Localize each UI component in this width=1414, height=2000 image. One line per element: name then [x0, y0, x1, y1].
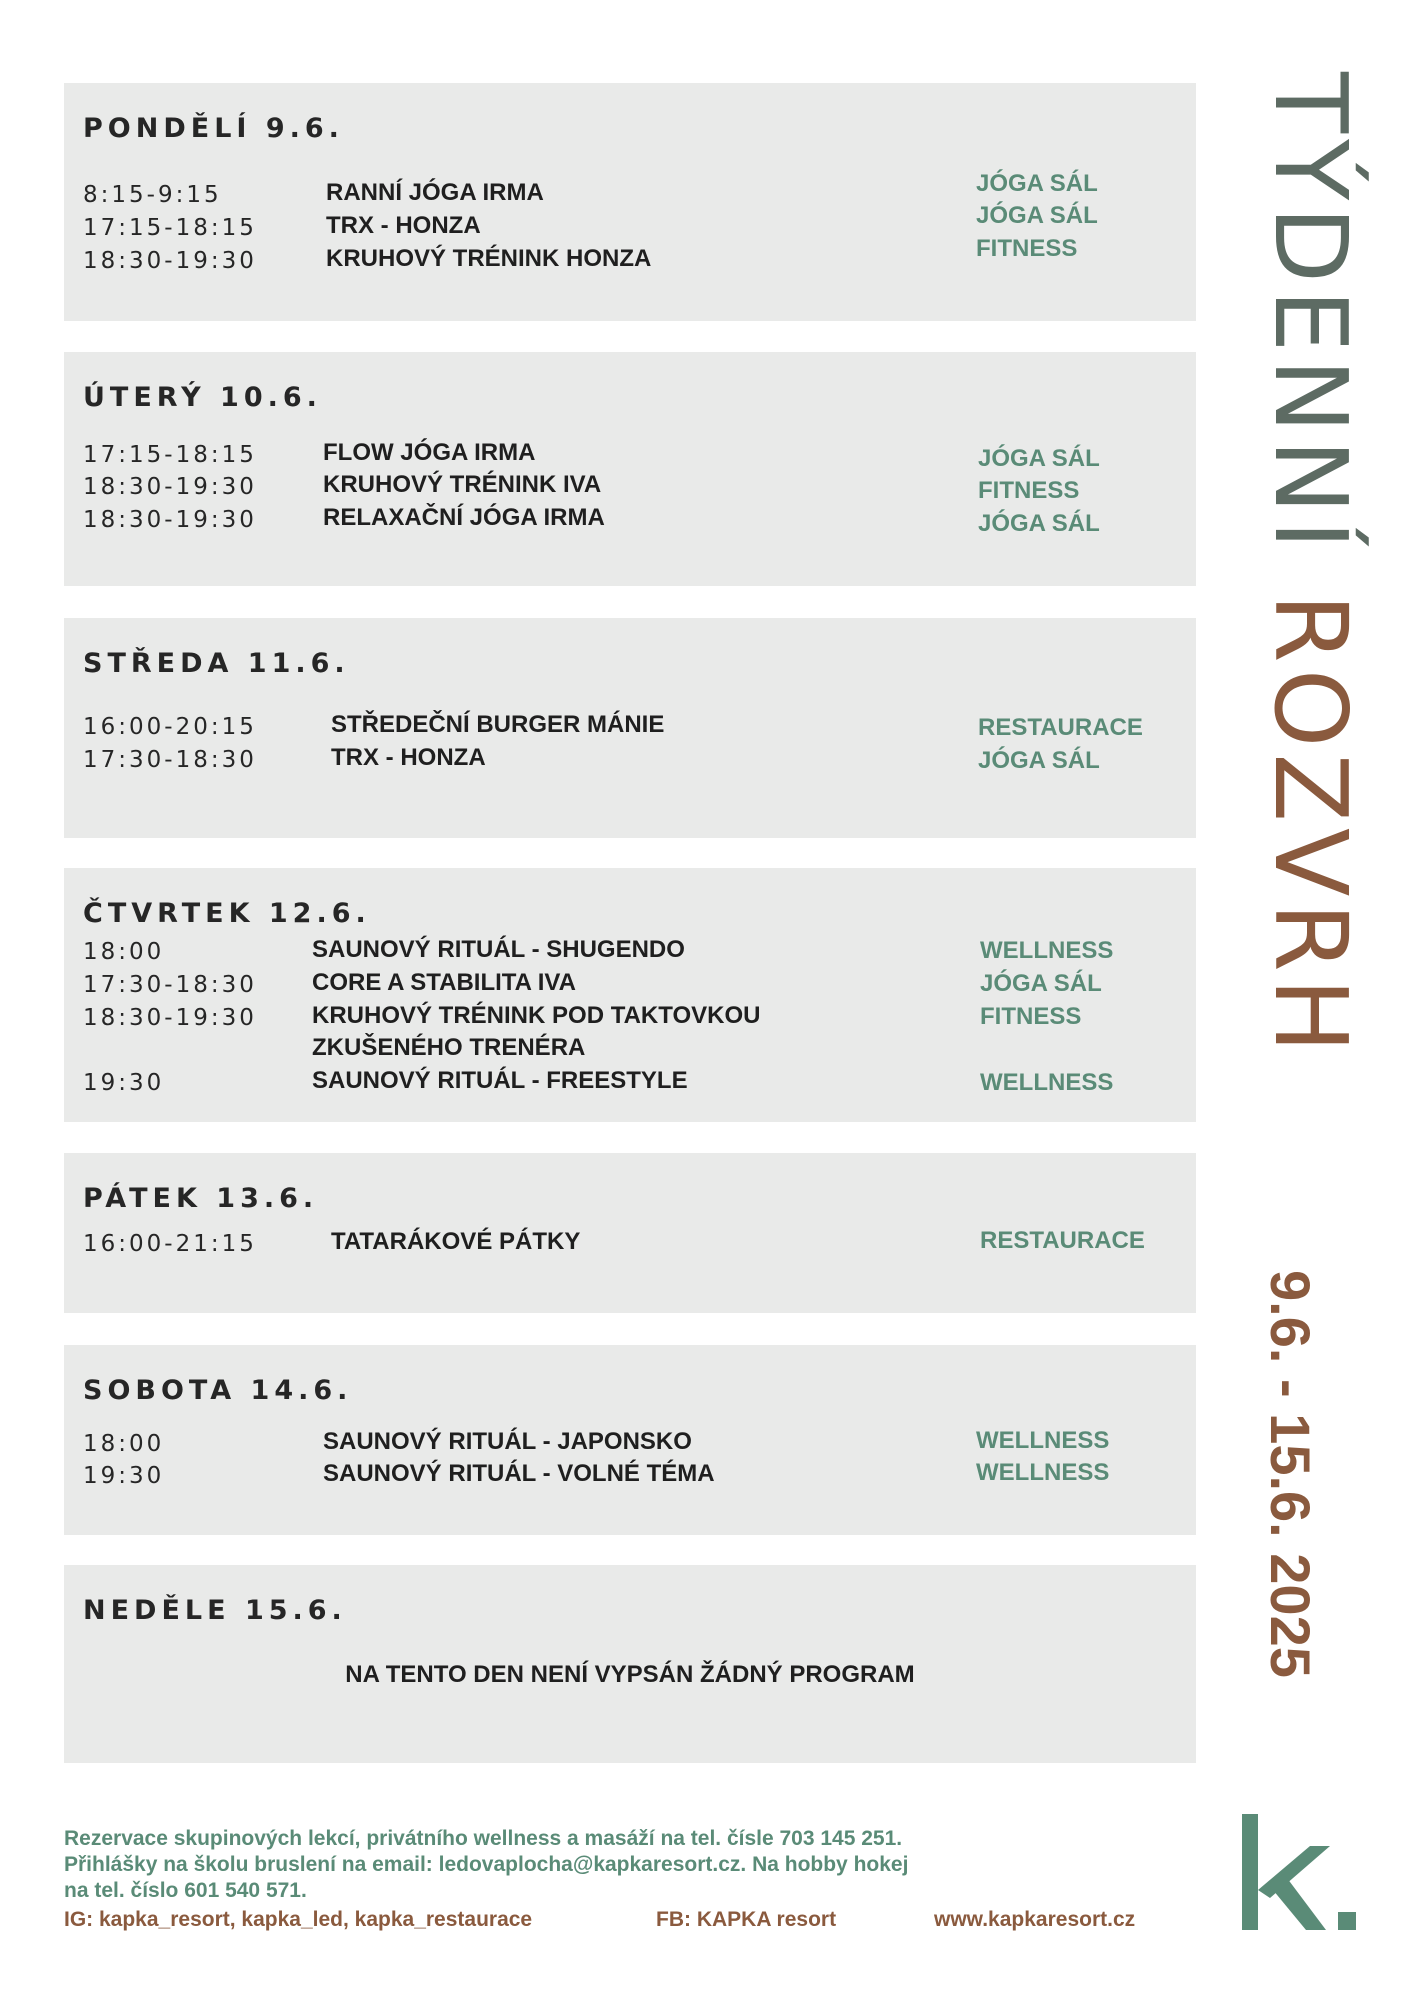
event-place: RESTAURACE [978, 714, 1143, 741]
event-time: 16:00-21:15 [83, 1231, 257, 1257]
event-time: 17:15-18:15 [83, 442, 257, 468]
event-time: 17:15-18:15 [83, 215, 257, 241]
event-place: FITNESS [976, 235, 1078, 262]
event-place: RESTAURACE [980, 1227, 1145, 1254]
event-time: 17:30-18:30 [83, 972, 257, 998]
event-name: CORE A STABILITA IVA [312, 969, 576, 996]
event-time: 18:00 [83, 1431, 165, 1457]
event-name: SAUNOVÝ RITUÁL - SHUGENDO [312, 936, 685, 963]
event-name: SAUNOVÝ RITUÁL - JAPONSKO [323, 1428, 692, 1455]
day-title: PÁTEK 13.6. [83, 1183, 319, 1214]
footer-line-3: na tel. číslo 601 540 571. [64, 1879, 307, 1902]
event-name: TRX - HONZA [331, 744, 486, 771]
event-name: TRX - HONZA [326, 212, 481, 239]
day-box [64, 83, 1196, 321]
event-place: JÓGA SÁL [980, 970, 1102, 997]
footer-website[interactable]: www.kapkaresort.cz [934, 1908, 1136, 1931]
event-name: KRUHOVÝ TRÉNINK POD TAKTOVKOU [312, 1002, 761, 1029]
day-title: ÚTERÝ 10.6. [83, 382, 322, 413]
event-place: WELLNESS [980, 937, 1114, 964]
event-name: RELAXAČNÍ JÓGA IRMA [323, 504, 605, 531]
day-box [64, 868, 1196, 1122]
day-title: SOBOTA 14.6. [83, 1375, 353, 1406]
event-time: 18:00 [83, 939, 165, 965]
no-program-note: NA TENTO DEN NENÍ VYPSÁN ŽÁDNÝ PROGRAM [345, 1661, 915, 1688]
event-place: JÓGA SÁL [976, 170, 1098, 197]
event-name: SAUNOVÝ RITUÁL - FREESTYLE [312, 1067, 688, 1094]
event-time: 17:30-18:30 [83, 747, 257, 773]
date-range: 9.6. - 15.6. 2025 [1259, 1270, 1322, 1678]
event-place: WELLNESS [976, 1427, 1110, 1454]
footer-line-1: Rezervace skupinových lekcí, privátního wellness a masáží na tel. čísle 703 145 251. [64, 1827, 903, 1850]
day-box [64, 352, 1196, 586]
event-time: 18:30-19:30 [83, 248, 257, 274]
event-time: 8:15-9:15 [83, 182, 222, 208]
kapka-logo-icon [1232, 1808, 1362, 1938]
footer-instagram[interactable]: IG: kapka_resort, kapka_led, kapka_restaurace [64, 1908, 533, 1931]
event-time: 18:30-19:30 [83, 507, 257, 533]
page-title [1252, 72, 1369, 1060]
event-name: SAUNOVÝ RITUÁL - VOLNÉ TÉMA [323, 1460, 715, 1487]
event-place: WELLNESS [980, 1069, 1114, 1096]
event-place: JÓGA SÁL [976, 202, 1098, 229]
event-time: 16:00-20:15 [83, 714, 257, 740]
event-name: FLOW JÓGA IRMA [323, 439, 536, 466]
event-name: ZKUŠENÉHO TRENÉRA [312, 1034, 586, 1061]
event-name: TATARÁKOVÉ PÁTKY [331, 1228, 581, 1255]
event-time: 18:30-19:30 [83, 474, 257, 500]
footer-contact [64, 1826, 1114, 1904]
day-title: ČTVRTEK 12.6. [83, 898, 371, 929]
event-place: FITNESS [980, 1003, 1082, 1030]
day-box [64, 1153, 1196, 1313]
day-title: NEDĚLE 15.6. [83, 1595, 347, 1626]
day-box [64, 618, 1196, 838]
footer-line-2: Přihlášky na školu bruslení na email: ledovaplocha@kapkaresort.cz. Na hobby hokej [64, 1853, 909, 1876]
event-name: KRUHOVÝ TRÉNINK IVA [323, 471, 602, 498]
event-time: 19:30 [83, 1463, 165, 1489]
page-title-part2: ROZVRH [1252, 593, 1369, 1060]
event-place: JÓGA SÁL [978, 510, 1100, 537]
event-name: RANNÍ JÓGA IRMA [326, 179, 544, 206]
day-title: STŘEDA 11.6. [83, 648, 350, 679]
event-place: FITNESS [978, 477, 1080, 504]
event-time: 19:30 [83, 1070, 165, 1096]
event-name: KRUHOVÝ TRÉNINK HONZA [326, 245, 652, 272]
page-title-part1: TÝDENNÍ [1252, 72, 1369, 556]
event-place: JÓGA SÁL [978, 445, 1100, 472]
day-box [64, 1345, 1196, 1535]
day-box [64, 1565, 1196, 1763]
event-name: STŘEDEČNÍ BURGER MÁNIE [331, 711, 665, 738]
day-title: PONDĚLÍ 9.6. [83, 113, 344, 144]
event-place: JÓGA SÁL [978, 747, 1100, 774]
event-time: 18:30-19:30 [83, 1005, 257, 1031]
footer-facebook[interactable]: FB: KAPKA resort [656, 1908, 837, 1931]
event-place: WELLNESS [976, 1459, 1110, 1486]
